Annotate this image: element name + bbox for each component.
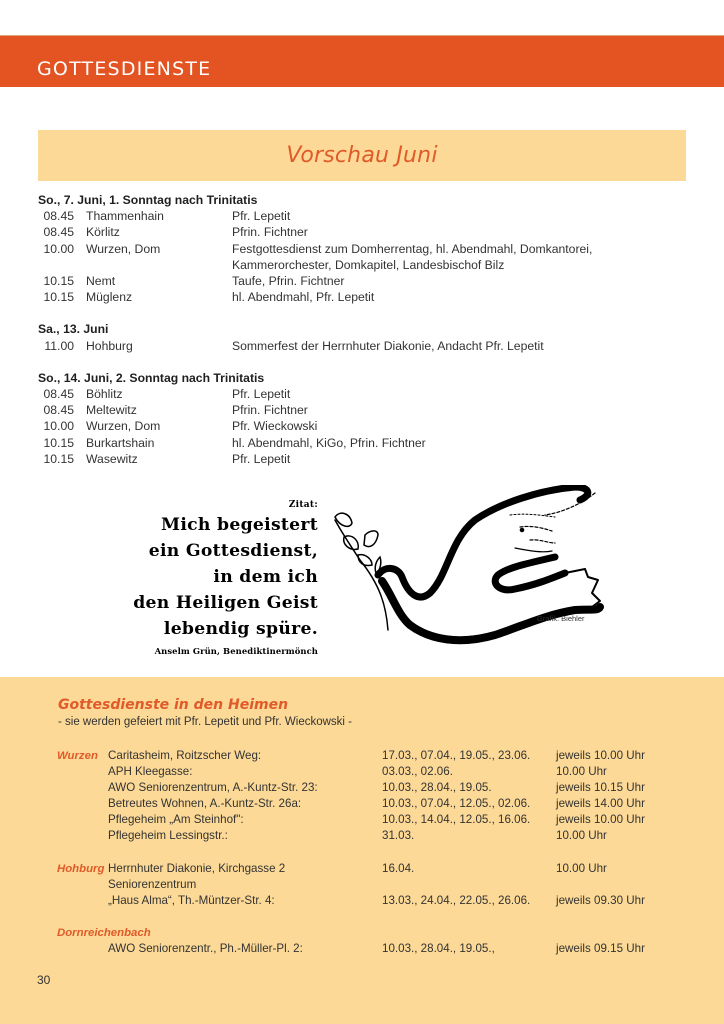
home-name: Pflegeheim Lessingstr.:	[108, 829, 228, 843]
service-time: 08.45	[43, 209, 74, 224]
service-place: Meltewitz	[86, 403, 137, 418]
service-place: Hohburg	[86, 338, 133, 353]
service-place: Müglenz	[86, 290, 133, 305]
service-time: 08.45	[43, 403, 74, 418]
home-time: jeweils 14.00 Uhr	[556, 797, 645, 811]
home-name: APH Kleegasse:	[108, 765, 193, 779]
service-info: hl. Abendmahl, Pfr. Lepetit	[232, 290, 375, 305]
homes-subtitle: - sie werden gefeiert mit Pfr. Lepetit und Pfr. Wieckowski -	[58, 716, 353, 728]
location-group-hohburg	[57, 861, 677, 909]
service-row	[38, 208, 698, 224]
service-time: 10.15	[43, 451, 74, 466]
quote-block	[110, 500, 318, 656]
service-info: Pfr. Lepetit	[232, 387, 291, 402]
quote-author: Anselm Grün, Benediktinermönch	[154, 646, 318, 656]
location-group-wurzen	[57, 748, 677, 845]
service-info: Pfr. Wieckowski	[232, 419, 318, 434]
home-time: jeweils 09.30 Uhr	[556, 893, 645, 907]
home-row	[57, 748, 677, 764]
dove-icon	[330, 485, 630, 660]
quote-line: den Heiligen Geist	[133, 593, 318, 613]
day-heading: Sa., 13. Juni	[38, 322, 109, 337]
home-row	[57, 780, 677, 796]
service-row	[38, 289, 698, 305]
service-place: Wasewitz	[86, 451, 138, 466]
home-dates: 03.03., 02.06.	[382, 765, 453, 779]
service-row	[38, 338, 698, 354]
service-row	[38, 224, 698, 240]
home-dates: 10.03., 28.04., 19.05.,	[382, 941, 495, 955]
home-time: jeweils 10.00 Uhr	[556, 749, 645, 762]
service-time: 10.15	[43, 435, 74, 450]
quote-line: Mich begeistert	[161, 515, 318, 535]
home-name: AWO Seniorenzentrum, A.-Kuntz-Str. 23:	[108, 781, 318, 795]
home-time: jeweils 10.15 Uhr	[556, 781, 645, 795]
home-row	[57, 861, 677, 877]
illustration-credit: Grafik: Biehler	[537, 614, 585, 623]
service-info: Pfr. Lepetit	[232, 209, 291, 224]
homes-list	[57, 748, 677, 973]
service-time: 10.00	[43, 241, 74, 256]
homes-title: Gottesdienste in den Heimen	[58, 697, 289, 713]
service-time: 08.45	[43, 225, 74, 240]
service-row	[38, 273, 698, 289]
home-row	[57, 941, 677, 957]
service-place: Wurzen, Dom	[86, 419, 161, 434]
service-place: Nemt	[86, 274, 116, 289]
section-title: GOTTESDIENSTE	[37, 58, 212, 80]
location-name: Hohburg	[57, 862, 105, 875]
page-number: 30	[37, 973, 51, 987]
homes-services-panel	[0, 677, 724, 1024]
home-name: „Haus Alma“, Th.-Müntzer-Str. 4:	[108, 893, 275, 907]
home-time: 10.00 Uhr	[556, 861, 607, 875]
service-time: 10.15	[43, 290, 74, 305]
home-time: jeweils 09.15 Uhr	[556, 941, 645, 955]
service-info: Pfrin. Fichtner	[232, 225, 308, 240]
home-time	[556, 877, 676, 893]
home-dates: 13.03., 24.04., 22.05., 26.06.	[382, 893, 531, 907]
home-name: AWO Seniorenzentr., Ph.-Müller-Pl. 2:	[108, 941, 303, 955]
home-row	[57, 893, 677, 909]
day-block	[38, 192, 698, 305]
home-row	[57, 812, 677, 828]
home-name: Herrnhuter Diakonie, Kirchgasse 2	[108, 861, 286, 875]
service-info: Festgottesdienst zum Domherrentag, hl. Abendmahl, Domkantorei, Kammerorchester, Domkapitel, Landesbischof Bilz	[232, 241, 593, 272]
home-time: 10.00 Uhr	[556, 829, 607, 843]
service-time: 11.00	[44, 338, 74, 353]
preview-banner	[38, 130, 686, 181]
home-dates: 10.03., 14.04., 12.05., 16.06.	[382, 813, 531, 827]
service-row	[38, 402, 698, 418]
service-place: Körlitz	[86, 225, 120, 240]
quote-label: Zitat:	[288, 500, 318, 510]
preview-title: Vorschau Juni	[286, 143, 438, 168]
home-name: Pflegeheim „Am Steinhof":	[108, 813, 244, 827]
service-place: Burkartshain	[86, 435, 155, 450]
service-time: 10.00	[43, 419, 74, 434]
service-time: 08.45	[43, 387, 74, 402]
service-info: Taufe, Pfrin. Fichtner	[232, 274, 345, 289]
quote-text	[110, 512, 318, 642]
home-row	[57, 877, 677, 893]
service-place: Wurzen, Dom	[86, 241, 161, 256]
day-block	[38, 321, 698, 353]
location-name: Wurzen	[57, 750, 98, 762]
service-row	[38, 418, 698, 434]
home-time: 10.00 Uhr	[556, 765, 607, 779]
service-row	[38, 241, 698, 273]
home-dates	[382, 877, 556, 893]
home-dates: 31.03.	[382, 829, 415, 843]
service-info: Pfrin. Fichtner	[232, 403, 308, 418]
quote-line: lebendig spüre.	[163, 619, 318, 639]
home-dates: 10.03., 28.04., 19.05.	[382, 781, 492, 795]
home-time: jeweils 10.00 Uhr	[556, 813, 645, 827]
service-row	[38, 386, 698, 402]
section-header-bar	[0, 35, 724, 87]
home-dates: 16.04.	[382, 861, 415, 875]
service-row	[38, 435, 698, 451]
service-place: Böhlitz	[86, 387, 123, 402]
service-info: hl. Abendmahl, KiGo, Pfrin. Fichtner	[232, 435, 426, 450]
home-name: Betreutes Wohnen, A.-Kuntz-Str. 26a:	[108, 797, 302, 811]
service-row	[38, 451, 698, 467]
home-name: Caritasheim, Roitzscher Weg:	[108, 749, 262, 762]
home-dates: 10.03., 07.04., 12.05., 02.06.	[382, 797, 531, 811]
location-name: Dornreichenbach	[57, 926, 151, 939]
home-name: Seniorenzentrum	[108, 877, 197, 891]
service-time: 10.15	[43, 274, 74, 289]
home-row	[57, 828, 677, 844]
service-info: Sommerfest der Herrnhuter Diakonie, Andacht Pfr. Lepetit	[232, 338, 544, 353]
quote-line: in dem ich	[213, 567, 318, 587]
service-place: Thammenhain	[86, 209, 164, 224]
day-heading: So., 7. Juni, 1. Sonntag nach Trinitatis	[38, 193, 258, 207]
home-dates: 17.03., 07.04., 19.05., 23.06.	[382, 749, 531, 762]
service-schedule	[38, 192, 698, 483]
quote-line: ein Gottesdienst,	[148, 541, 318, 561]
day-block	[38, 370, 698, 467]
home-row	[57, 796, 677, 812]
location-group-dornreichenbach	[57, 925, 677, 957]
service-info: Pfr. Lepetit	[232, 451, 291, 466]
home-row	[57, 764, 677, 780]
day-heading: So., 14. Juni, 2. Sonntag nach Trinitatis	[38, 370, 265, 385]
